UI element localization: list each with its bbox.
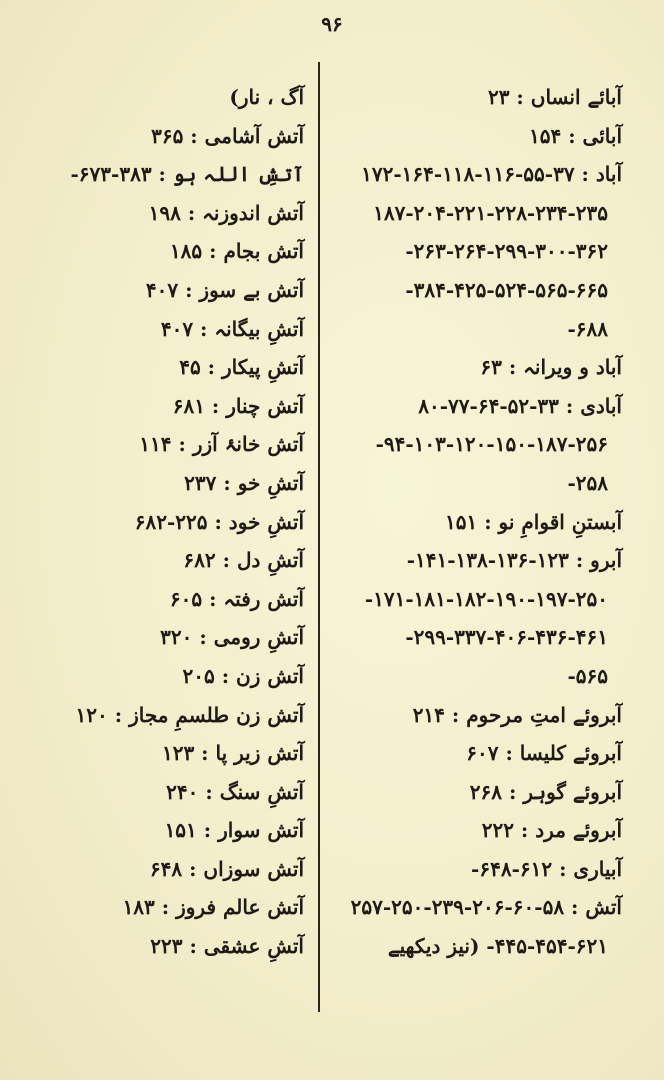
index-entry: آتشِ رومی : ۳۲۰ bbox=[160, 625, 304, 650]
index-entry: آبرو : ۱۲۳-۱۳۶-۱۳۸-۱۴۱- bbox=[406, 548, 622, 573]
index-entry: آتش زیر پا : ۱۲۳ bbox=[161, 741, 304, 766]
index-entry-continuation: ۹۴-۱۰۳-۱۲۰-۱۵۰-۱۸۷-۲۵۶- bbox=[375, 432, 608, 457]
index-entry-continuation: ۲۹۹-۳۳۷-۴۰۶-۴۳۶-۴۶۱- bbox=[405, 625, 608, 650]
index-entry: آتش عالم فروز : ۱۸۳ bbox=[122, 895, 304, 920]
column-divider bbox=[318, 62, 320, 1012]
index-entry: آبروئے گوہر : ۲۶۸ bbox=[469, 779, 622, 804]
index-entry: آبروئے امتِ مرحوم : ۲۱۴ bbox=[412, 702, 622, 727]
index-column-right bbox=[350, 78, 622, 966]
index-entry: آتش : ۵۸-۶۰-۲۰۶-۲۳۹-۲۵۰-۲۵۷ bbox=[350, 895, 622, 920]
index-entry-continuation: ۱۸۷-۲۰۴-۲۲۱-۲۲۸-۲۳۴-۲۳۵ bbox=[373, 200, 608, 225]
index-entry: آتشِ پیکار : ۴۵ bbox=[179, 355, 304, 380]
index-entry-continuation: ۲۵۸- bbox=[567, 470, 608, 495]
index-entry: آتشِ عشقی : ۲۲۳ bbox=[150, 934, 304, 959]
index-entry-continuation: ۴۴۵-۴۵۴-۶۲۱- (نیز دیکھیے bbox=[387, 934, 608, 959]
index-entry: آتشِ خود : ۲۲۵-۶۸۲ bbox=[134, 509, 304, 534]
index-entry: آبروئے کلیسا : ۶۰۷ bbox=[466, 741, 622, 766]
index-entry-continuation: ۲۶۳-۲۶۴-۲۹۹-۳۰۰-۳۶۲- bbox=[405, 239, 608, 264]
index-entry: آبیاری : ۶۱۲-۶۴۸- bbox=[471, 856, 622, 881]
index-entry: آباد و ویرانہ : ۶۳ bbox=[480, 355, 622, 380]
index-entry: آتش اندوزنہ : ۱۹۸ bbox=[148, 200, 304, 225]
index-entry: آتش چنار : ۶۸۱ bbox=[172, 393, 304, 418]
index-entry: آبستنِ اقوامِ نو : ۱۵۱ bbox=[445, 509, 622, 534]
index-entry: آبادی : ۳۳-۵۲-۶۴-۷۷-۸۰ bbox=[418, 393, 622, 418]
index-entry: آتشِ دل : ۶۸۲ bbox=[183, 548, 304, 573]
index-entry-continuation: ۳۸۴-۴۲۵-۵۲۴-۵۶۵-۶۶۵- bbox=[405, 277, 608, 302]
index-entry: آبائے انساں : ۲۳ bbox=[487, 85, 622, 109]
index-entry-continuation: ۶۸۸- bbox=[567, 316, 608, 341]
index-entry: آتش خانۂ آزر : ۱۱۴ bbox=[139, 432, 304, 457]
index-entry: آتشِ خو : ۲۳۷ bbox=[184, 470, 304, 495]
index-entry: آگ ، نار) bbox=[229, 85, 304, 109]
index-entry: آتش سوزاں : ۶۴۸ bbox=[149, 856, 304, 881]
index-entry: آتش زن : ۲۰۵ bbox=[182, 663, 304, 688]
index-entry: آتش بجام : ۱۸۵ bbox=[169, 239, 304, 264]
index-entry: آتش زن طلسمِ مجاز : ۱۲۰ bbox=[75, 702, 304, 727]
index-entry-continuation: ۱۷۱-۱۸۱-۱۸۲-۱۹۰-۱۹۷-۲۵۰- bbox=[364, 586, 608, 611]
page-number: ۹۶ bbox=[321, 12, 343, 36]
index-entry: آتش آشامی : ۳۶۵ bbox=[151, 123, 304, 148]
index-entry: آبروئے مرد : ۲۲۲ bbox=[481, 818, 622, 843]
index-column-left bbox=[44, 78, 304, 966]
index-entry: آبائی : ۱۵۴ bbox=[529, 123, 622, 148]
index-entry: آتش بے سوز : ۴۰۷ bbox=[145, 277, 304, 302]
index-entry: آتشِ اللہ ہو : ۳۸۳-۶۷۳- bbox=[70, 162, 304, 187]
index-entry: آتش سوار : ۱۵۱ bbox=[164, 818, 304, 843]
index-entry: آتشِ سنگ : ۲۴۰ bbox=[166, 779, 304, 804]
index-entry: آباد : ۳۷-۵۵-۱۱۶-۱۱۸-۱۶۴-۱۷۲ bbox=[361, 162, 622, 187]
index-entry: آتش رفتہ : ۶۰۵ bbox=[169, 586, 304, 611]
index-entry-continuation: ۵۶۵- bbox=[567, 663, 608, 688]
index-entry: آتشِ بیگانہ : ۴۰۷ bbox=[160, 316, 304, 341]
